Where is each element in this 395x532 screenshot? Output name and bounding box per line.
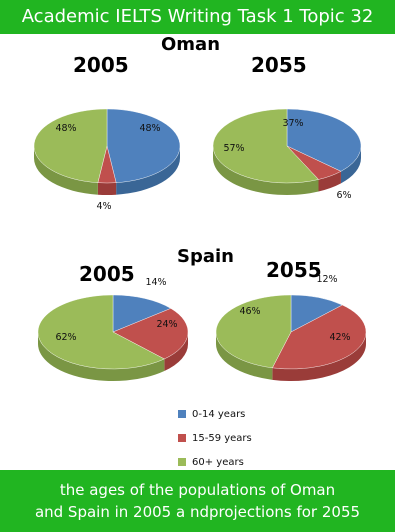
pie-label-oman-2055-1: 6% bbox=[336, 190, 352, 201]
footer-caption-line2: and Spain in 2005 a ndprojections for 2055 bbox=[34, 503, 361, 521]
country-title-spain: Spain bbox=[177, 246, 234, 267]
legend-item-15-59: 15-59 years bbox=[178, 426, 252, 450]
page-title: Academic IELTS Writing Task 1 Topic 32 bbox=[21, 6, 374, 27]
pie-oman-2055 bbox=[213, 109, 361, 201]
pie-label-spain-2005-1: 24% bbox=[156, 319, 178, 330]
pie-label-oman-2005-1: 4% bbox=[96, 201, 112, 212]
year-label-oman-2005: 2005 bbox=[73, 53, 129, 77]
year-label-spain-2055: 2055 bbox=[266, 258, 322, 282]
footer-caption-line1: the ages of the populations of Oman bbox=[59, 481, 336, 499]
legend-item-0-14: 0-14 years bbox=[178, 402, 252, 426]
pie-side-oman-2005-1 bbox=[98, 183, 116, 195]
pie-label-spain-2005-2: 62% bbox=[55, 332, 77, 343]
year-label-oman-2055: 2055 bbox=[251, 53, 307, 77]
legend-swatch-0-14 bbox=[178, 410, 186, 418]
pie-spain-2055 bbox=[216, 274, 366, 381]
pie-oman-2005 bbox=[34, 109, 180, 212]
legend-item-60-plus: 60+ years bbox=[178, 450, 252, 474]
pie-label-oman-2055-2: 57% bbox=[223, 143, 245, 154]
legend bbox=[178, 402, 252, 474]
legend-swatch-60-plus bbox=[178, 458, 186, 466]
pie-label-spain-2055-2: 46% bbox=[239, 306, 261, 317]
pie-label-oman-2005-0: 48% bbox=[139, 123, 161, 134]
country-title-oman: Oman bbox=[161, 34, 221, 55]
footer-banner bbox=[0, 470, 395, 532]
pie-label-spain-2005-0: 14% bbox=[145, 277, 167, 288]
legend-swatch-15-59 bbox=[178, 434, 186, 442]
pie-label-spain-2055-0: 12% bbox=[316, 274, 338, 285]
pie-label-oman-2005-2: 48% bbox=[55, 123, 77, 134]
pie-label-oman-2055-0: 37% bbox=[282, 118, 304, 129]
pie-label-spain-2055-1: 42% bbox=[329, 332, 351, 343]
pie-spain-2005 bbox=[38, 277, 188, 381]
year-label-spain-2005: 2005 bbox=[79, 262, 135, 286]
